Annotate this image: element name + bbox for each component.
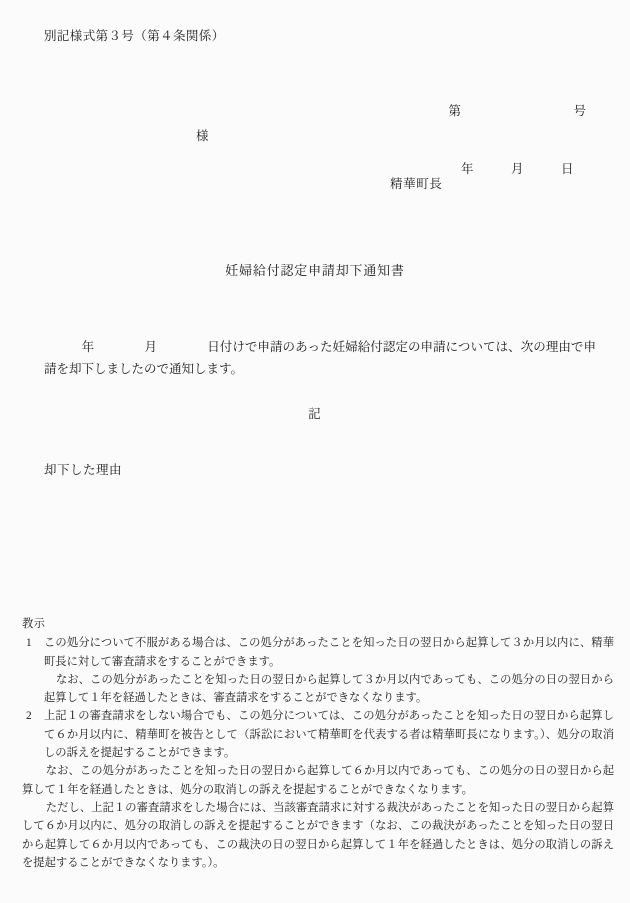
reason-label: 却下した理由 [44, 463, 123, 477]
document-number-line: 第 号 [448, 103, 586, 118]
instructions-heading: 教示 [22, 618, 46, 630]
addressee-honorific: 様 [196, 129, 209, 143]
reason-entry-area[interactable] [44, 484, 596, 604]
page-title: 妊婦給付認定申請却下通知書 [225, 263, 405, 278]
kisai-marker: 記 [308, 407, 322, 421]
instruction-subclause: ただし、上記１の審査請求をした場合には、当該審査請求に対する裁決があったことを知った日の翌日から起算して６か月以内に、処分の取消しの訴えを提起することができます（なお、この裁決があったことを知った日の翌日から起算して６か月以内であっても、この裁決の日の翌日から起算して１年を経過したときは、処分の取消しの訴えを提起することができなくなります。）。 [22, 801, 614, 869]
document-date-line: 年 月 日 [448, 161, 574, 176]
instruction-clause: この処分について不服がある場合は、この処分があったことを知った日の翌日から起算して３か月以内に、精華町長に対して審査請求をすることができます。 [44, 637, 614, 668]
instruction-subclause: なお、この処分があったことを知った日の翌日から起算して６か月以内であっても、この処分の日の翌日から起算して１年を経過したときは、処分の取消しの訴えを提起することができなくなります。 [22, 765, 614, 796]
document-meta [448, 63, 586, 217]
instruction-item [22, 707, 614, 872]
body-paragraph: 年 月 日付けで申請のあった妊婦給付認定の申請については、次の理由で申請を却下しましたので通知します。 [44, 340, 596, 376]
form-number: 別記様式第３号（第４条関係） [44, 29, 225, 43]
instruction-number: 2 [26, 710, 32, 723]
issuer-name: 精華町長 [390, 177, 443, 191]
instruction-clause: 上記１の審査請求をしない場合でも、この処分については、この処分があったことを知った日の翌日から起算して６か月以内に、精華町を被告として（訴訟において精華町を代表する者は精華町長になります。）、処分の取消しの訴えを提起することができます。 [44, 710, 614, 760]
instructions-section [22, 615, 614, 872]
instruction-item [22, 634, 614, 707]
instruction-subclause: なお、この処分があったことを知った日の翌日から起算して３か月以内であっても、この処分の日の翌日から起算して１年を経過したときは、審査請求をすることができなくなります。 [44, 673, 614, 705]
instruction-body [44, 634, 614, 707]
instruction-number: 1 [26, 637, 32, 650]
instruction-body [22, 707, 614, 872]
